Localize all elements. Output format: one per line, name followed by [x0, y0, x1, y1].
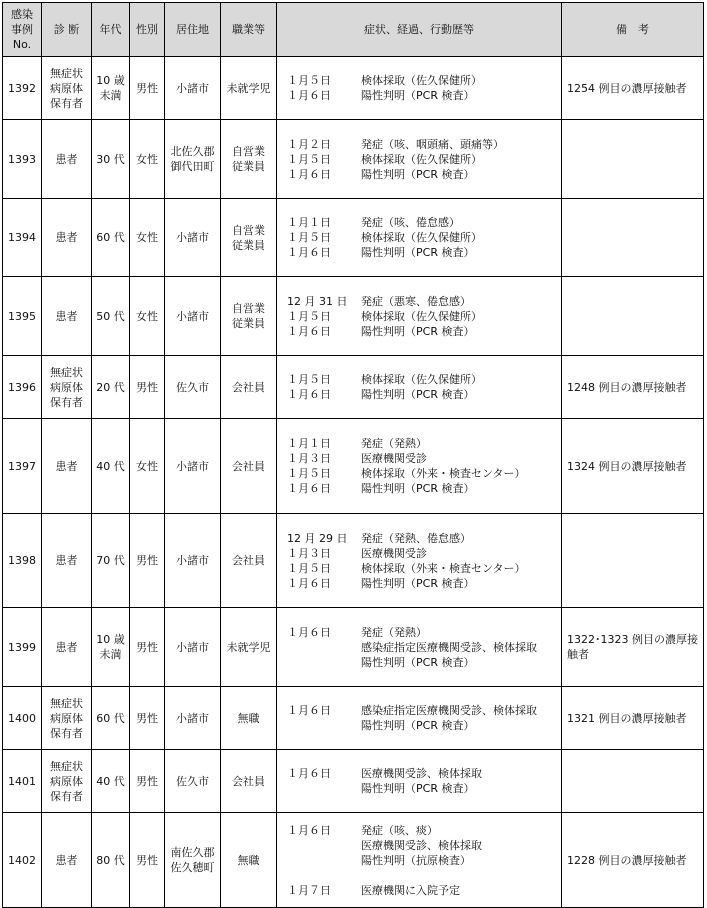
- cell-line: 北佐久郡: [170, 145, 215, 158]
- history-line: [287, 823, 561, 838]
- cell-history: [277, 120, 562, 199]
- cell-history: [277, 356, 562, 419]
- history-line: [287, 230, 561, 245]
- history-date: １月５日: [287, 467, 331, 480]
- case-table: [2, 2, 704, 908]
- cell-sex: [130, 277, 165, 356]
- cell-sex: [130, 120, 165, 199]
- history-date: １月３日: [287, 452, 331, 465]
- cell-residence: [165, 514, 221, 608]
- history-date: １月２日: [287, 137, 331, 151]
- header-age: [92, 3, 130, 57]
- cell-line: 会社員: [232, 380, 265, 394]
- history-line: [287, 387, 561, 402]
- history-line: [287, 640, 561, 655]
- history-date: １月６日: [287, 625, 331, 639]
- cell-line: 症状、経過、行動歴等: [364, 23, 474, 36]
- cell-notes: [562, 813, 704, 908]
- cell-line: 未就学児: [226, 640, 271, 654]
- header-residence: [165, 3, 221, 57]
- history-line: [287, 309, 561, 324]
- cell-line: 1402: [8, 853, 36, 867]
- cell-line: 1400: [8, 711, 36, 725]
- cell-notes: [562, 750, 704, 813]
- cell-line: 自営業: [232, 145, 265, 158]
- history-event: 陽性判明（PCR 検査）: [361, 482, 475, 495]
- cell-line: 保有者: [50, 726, 83, 740]
- history-event: 検体採取（外来・検査センター）: [361, 561, 526, 575]
- table-row: [3, 514, 704, 608]
- history-line: [287, 294, 561, 309]
- cell-sex: [130, 750, 165, 813]
- cell-line: 無症状: [50, 759, 83, 773]
- history-date: １月６日: [287, 482, 331, 495]
- history-event: 陽性判明（PCR 検査）: [361, 324, 475, 338]
- cell-line: 病原体: [50, 711, 83, 725]
- cell-line: 60 代: [96, 711, 125, 725]
- history-line: [287, 137, 561, 152]
- cell-age: [92, 120, 130, 199]
- history-event: 発症（咳、倦怠感）: [361, 216, 460, 229]
- cell-case-no: [3, 120, 42, 199]
- table-row: [3, 277, 704, 356]
- cell-line: 病原体: [50, 774, 83, 788]
- cell-line: 小諸市: [176, 711, 209, 725]
- cell-line: 女性: [136, 459, 158, 473]
- cell-line: 無症状: [50, 696, 83, 710]
- history-line: [287, 703, 561, 718]
- history-line: [287, 372, 561, 387]
- cell-notes: [562, 120, 704, 199]
- cell-line: 患者: [55, 459, 78, 473]
- cell-occupation: [221, 57, 277, 120]
- cell-history: [277, 199, 562, 277]
- table-row: [3, 608, 704, 687]
- cell-line: 未就学児: [226, 81, 271, 95]
- history-line: [287, 73, 561, 88]
- cell-line: 男性: [136, 380, 158, 394]
- history-event: 医療機関受診: [361, 546, 427, 560]
- history-date: １月１日: [287, 437, 331, 450]
- cell-residence: [165, 813, 221, 908]
- cell-line: 会社員: [232, 459, 265, 473]
- table-row: [3, 687, 704, 750]
- cell-line: 無職: [237, 711, 260, 725]
- cell-line: 診 断: [53, 23, 80, 36]
- cell-diagnosis: [42, 277, 92, 356]
- cell-line: 30 代: [96, 152, 125, 166]
- history-event: 検体採取（佐久保健所）: [361, 152, 482, 166]
- history-line: [287, 167, 561, 182]
- cell-notes: [562, 199, 704, 277]
- cell-line: 会社員: [232, 774, 265, 788]
- history-date: １月６日: [287, 767, 331, 780]
- cell-line: 男性: [136, 853, 158, 867]
- cell-line: 従業員: [232, 317, 265, 330]
- history-line: [287, 853, 561, 868]
- cell-sex: [130, 57, 165, 120]
- cell-line: 患者: [55, 309, 78, 323]
- history-event: 陽性判明（PCR 検査）: [361, 655, 475, 669]
- cell-line: 50 代: [96, 309, 125, 323]
- cell-sex: [130, 813, 165, 908]
- cell-line: 1397: [8, 459, 36, 473]
- cell-occupation: [221, 199, 277, 277]
- history-line: [287, 215, 561, 230]
- history-event: 検体採取（佐久保健所）: [361, 74, 482, 87]
- cell-history: [277, 514, 562, 608]
- cell-line: 1228 例目の濃厚接触者: [567, 853, 687, 867]
- history-date: １月１日: [287, 216, 331, 229]
- cell-line: 保有者: [50, 96, 83, 110]
- header-sex: [130, 3, 165, 57]
- history-line: [287, 88, 561, 103]
- cell-line: 自営業: [232, 302, 265, 315]
- cell-line: 男性: [136, 81, 158, 95]
- history-line: [287, 245, 561, 260]
- history-event: 医療機関に入院予定: [361, 883, 460, 897]
- cell-diagnosis: [42, 750, 92, 813]
- table-row: [3, 356, 704, 419]
- cell-occupation: [221, 514, 277, 608]
- table-row: [3, 419, 704, 514]
- cell-line: 1324 例目の濃厚接触者: [567, 459, 687, 473]
- history-date: １月５日: [287, 152, 331, 166]
- cell-line: 10 歳: [96, 633, 125, 646]
- header-row: [3, 3, 704, 57]
- cell-line: 10 歳: [96, 74, 125, 87]
- cell-line: 男性: [136, 711, 158, 725]
- cell-occupation: [221, 419, 277, 514]
- cell-line: 感染: [11, 8, 33, 21]
- history-line: [287, 625, 561, 640]
- cell-occupation: [221, 687, 277, 750]
- cell-residence: [165, 608, 221, 687]
- cell-residence: [165, 356, 221, 419]
- history-event: 陽性判明（PCR 検査）: [361, 782, 475, 795]
- history-line: [287, 324, 561, 339]
- cell-line: 会社員: [232, 554, 265, 567]
- cell-age: [92, 57, 130, 120]
- history-line: [287, 883, 561, 898]
- cell-line: 無職: [237, 853, 260, 867]
- history-date: １月６日: [287, 324, 331, 338]
- cell-line: 1248 例目の濃厚接触者: [567, 380, 687, 394]
- cell-occupation: [221, 120, 277, 199]
- cell-residence: [165, 687, 221, 750]
- cell-line: 無症状: [50, 66, 83, 80]
- history-event: 発症（発熱）: [361, 625, 427, 639]
- cell-line: 1394: [8, 231, 36, 244]
- cell-residence: [165, 120, 221, 199]
- cell-case-no: [3, 813, 42, 908]
- history-event: 医療機関受診、検体採取: [361, 838, 482, 852]
- cell-history: [277, 277, 562, 356]
- cell-line: 小諸市: [176, 231, 209, 244]
- history-line: [287, 481, 561, 496]
- cell-history: [277, 813, 562, 908]
- cell-line: 未満: [99, 648, 122, 661]
- history-line: [287, 152, 561, 167]
- history-date: 12 月 31 日: [287, 294, 348, 308]
- cell-occupation: [221, 813, 277, 908]
- cell-residence: [165, 750, 221, 813]
- cell-occupation: [221, 750, 277, 813]
- cell-line: 無症状: [50, 365, 83, 379]
- history-event: 医療機関受診: [361, 452, 427, 465]
- cell-age: [92, 750, 130, 813]
- cell-line: No.: [12, 38, 32, 51]
- cell-line: 患者: [55, 853, 78, 867]
- cell-line: 女性: [136, 231, 158, 244]
- header-history: [277, 3, 562, 57]
- cell-line: 60 代: [96, 231, 125, 244]
- cell-residence: [165, 199, 221, 277]
- history-date: １月６日: [287, 388, 331, 401]
- history-line: [287, 718, 561, 733]
- cell-age: [92, 277, 130, 356]
- cell-line: 備 考: [616, 23, 649, 36]
- history-event: 検体採取（佐久保健所）: [361, 309, 482, 323]
- cell-residence: [165, 419, 221, 514]
- cell-line: 御代田町: [170, 160, 215, 173]
- cell-line: 男性: [136, 774, 158, 788]
- cell-case-no: [3, 608, 42, 687]
- table-row: [3, 199, 704, 277]
- history-line: [287, 655, 561, 670]
- cell-line: 患者: [55, 152, 78, 166]
- cell-case-no: [3, 419, 42, 514]
- history-date: １月６日: [287, 246, 331, 259]
- header-case-no: [3, 3, 42, 57]
- header-occupation: [221, 3, 277, 57]
- history-line: [287, 766, 561, 781]
- cell-line: 1399: [8, 640, 36, 654]
- cell-line: 1395: [8, 309, 36, 323]
- cell-history: [277, 419, 562, 514]
- history-date: １月６日: [287, 89, 331, 102]
- cell-line: 1254 例目の濃厚接触者: [567, 81, 687, 95]
- cell-line: 女性: [136, 152, 158, 166]
- cell-case-no: [3, 57, 42, 120]
- cell-age: [92, 199, 130, 277]
- history-date: １月５日: [287, 231, 331, 244]
- cell-line: 1401: [8, 774, 36, 788]
- cell-line: 女性: [136, 309, 158, 323]
- history-event: 陽性判明（抗原検査）: [361, 853, 471, 867]
- cell-line: 1392: [8, 81, 36, 95]
- history-line: [287, 436, 561, 451]
- cell-line: 病原体: [50, 81, 83, 95]
- history-line: [287, 561, 561, 576]
- cell-line: 40 代: [96, 459, 125, 473]
- history-line: [287, 781, 561, 796]
- cell-line: 触者: [567, 648, 589, 661]
- cell-line: 40 代: [96, 774, 125, 788]
- cell-history: [277, 608, 562, 687]
- history-event: 検体採取（佐久保健所）: [361, 231, 482, 244]
- cell-occupation: [221, 277, 277, 356]
- cell-line: 従業員: [232, 238, 265, 252]
- cell-case-no: [3, 277, 42, 356]
- cell-sex: [130, 199, 165, 277]
- history-date: １月５日: [287, 561, 331, 575]
- cell-age: [92, 687, 130, 750]
- cell-diagnosis: [42, 608, 92, 687]
- cell-age: [92, 356, 130, 419]
- cell-line: 男性: [136, 554, 158, 567]
- cell-line: 小諸市: [176, 309, 209, 323]
- history-line: [287, 451, 561, 466]
- cell-case-no: [3, 199, 42, 277]
- cell-age: [92, 608, 130, 687]
- cell-notes: [562, 514, 704, 608]
- history-date: １月３日: [287, 546, 331, 560]
- cell-line: 1398: [8, 554, 36, 567]
- history-event: 陽性判明（PCR 検査）: [361, 719, 475, 732]
- cell-age: [92, 514, 130, 608]
- history-line: [287, 576, 561, 591]
- cell-line: 年代: [99, 23, 122, 36]
- cell-line: 保有者: [50, 395, 83, 409]
- cell-line: 佐久市: [176, 380, 209, 394]
- cell-notes: [562, 277, 704, 356]
- cell-case-no: [3, 750, 42, 813]
- history-date: １月６日: [287, 167, 331, 181]
- cell-line: 患者: [55, 640, 78, 654]
- cell-line: 患者: [55, 231, 78, 244]
- cell-line: 病原体: [50, 380, 83, 394]
- cell-line: 80 代: [96, 853, 125, 867]
- cell-line: 職業等: [232, 23, 265, 36]
- history-line: [287, 466, 561, 481]
- cell-notes: [562, 419, 704, 514]
- cell-line: 南佐久郡: [170, 846, 215, 859]
- history-line: [287, 838, 561, 853]
- cell-history: [277, 57, 562, 120]
- cell-line: 患者: [55, 554, 78, 567]
- cell-line: 性別: [136, 23, 158, 36]
- history-line: [287, 546, 561, 561]
- cell-line: 佐久市: [176, 774, 209, 788]
- cell-sex: [130, 419, 165, 514]
- history-event: 医療機関受診、検体採取: [361, 767, 482, 780]
- cell-line: 佐久穂町: [170, 861, 215, 874]
- header-diagnosis: [42, 3, 92, 57]
- history-line: [287, 531, 561, 546]
- cell-diagnosis: [42, 199, 92, 277]
- table-row: [3, 813, 704, 908]
- cell-history: [277, 750, 562, 813]
- cell-diagnosis: [42, 419, 92, 514]
- cell-line: 小諸市: [176, 459, 209, 473]
- history-date: １月７日: [287, 883, 331, 897]
- history-event: 発症（発熱）: [361, 437, 427, 450]
- history-event: 陽性判明（PCR 検査）: [361, 89, 475, 102]
- cell-occupation: [221, 608, 277, 687]
- cell-case-no: [3, 687, 42, 750]
- cell-line: 未満: [99, 89, 122, 102]
- cell-sex: [130, 687, 165, 750]
- cell-notes: [562, 687, 704, 750]
- cell-diagnosis: [42, 813, 92, 908]
- cell-case-no: [3, 356, 42, 419]
- history-date: １月６日: [287, 823, 331, 837]
- history-event: 陽性判明（PCR 検査）: [361, 246, 475, 259]
- cell-residence: [165, 57, 221, 120]
- history-event: 陽性判明（PCR 検査）: [361, 576, 475, 590]
- cell-line: 1321 例目の濃厚接触者: [567, 711, 687, 725]
- cell-sex: [130, 514, 165, 608]
- history-date: １月６日: [287, 704, 331, 717]
- cell-line: 1322･1323 例目の濃厚接: [567, 633, 698, 646]
- history-date: １月６日: [287, 576, 331, 590]
- cell-line: 1393: [8, 152, 36, 166]
- cell-line: 居住地: [176, 23, 209, 36]
- history-date: １月５日: [287, 309, 331, 323]
- cell-notes: [562, 57, 704, 120]
- history-event: 陽性判明（PCR 検査）: [361, 388, 475, 401]
- cell-case-no: [3, 514, 42, 608]
- history-line: [287, 868, 561, 883]
- cell-line: 小諸市: [176, 554, 209, 567]
- table-row: [3, 750, 704, 813]
- history-date: １月５日: [287, 373, 331, 386]
- cell-line: 1396: [8, 380, 36, 394]
- cell-history: [277, 687, 562, 750]
- cell-line: 70 代: [96, 554, 125, 567]
- cell-line: 従業員: [232, 160, 265, 173]
- cell-diagnosis: [42, 57, 92, 120]
- cell-line: 男性: [136, 640, 158, 654]
- cell-line: 自営業: [232, 223, 265, 237]
- cell-sex: [130, 356, 165, 419]
- history-event: 発症（咳、咽頭痛、頭痛等）: [361, 137, 504, 151]
- history-event: 陽性判明（PCR 検査）: [361, 167, 475, 181]
- cell-line: 小諸市: [176, 640, 209, 654]
- history-event: 検体採取（外来・検査センター）: [361, 467, 526, 480]
- cell-diagnosis: [42, 120, 92, 199]
- cell-line: 事例: [11, 23, 33, 36]
- cell-diagnosis: [42, 514, 92, 608]
- history-event: 感染症指定医療機関受診、検体採取: [361, 640, 537, 654]
- cell-age: [92, 419, 130, 514]
- history-event: 検体採取（佐久保健所）: [361, 373, 482, 386]
- table-row: [3, 57, 704, 120]
- cell-notes: [562, 608, 704, 687]
- table-row: [3, 120, 704, 199]
- cell-sex: [130, 608, 165, 687]
- cell-age: [92, 813, 130, 908]
- history-event: 発症（咳、痰）: [361, 823, 438, 837]
- header-notes: [562, 3, 704, 57]
- cell-line: 保有者: [50, 789, 83, 803]
- history-event: 感染症指定医療機関受診、検体採取: [361, 704, 537, 717]
- cell-line: 20 代: [96, 380, 125, 394]
- history-event: 発症（発熱、倦怠感）: [361, 531, 471, 545]
- history-date: １月５日: [287, 74, 331, 87]
- cell-residence: [165, 277, 221, 356]
- cell-diagnosis: [42, 356, 92, 419]
- cell-occupation: [221, 356, 277, 419]
- cell-line: 小諸市: [176, 81, 209, 95]
- history-event: 発症（悪寒、倦怠感）: [361, 294, 471, 308]
- history-date: 12 月 29 日: [287, 531, 348, 545]
- cell-diagnosis: [42, 687, 92, 750]
- cell-notes: [562, 356, 704, 419]
